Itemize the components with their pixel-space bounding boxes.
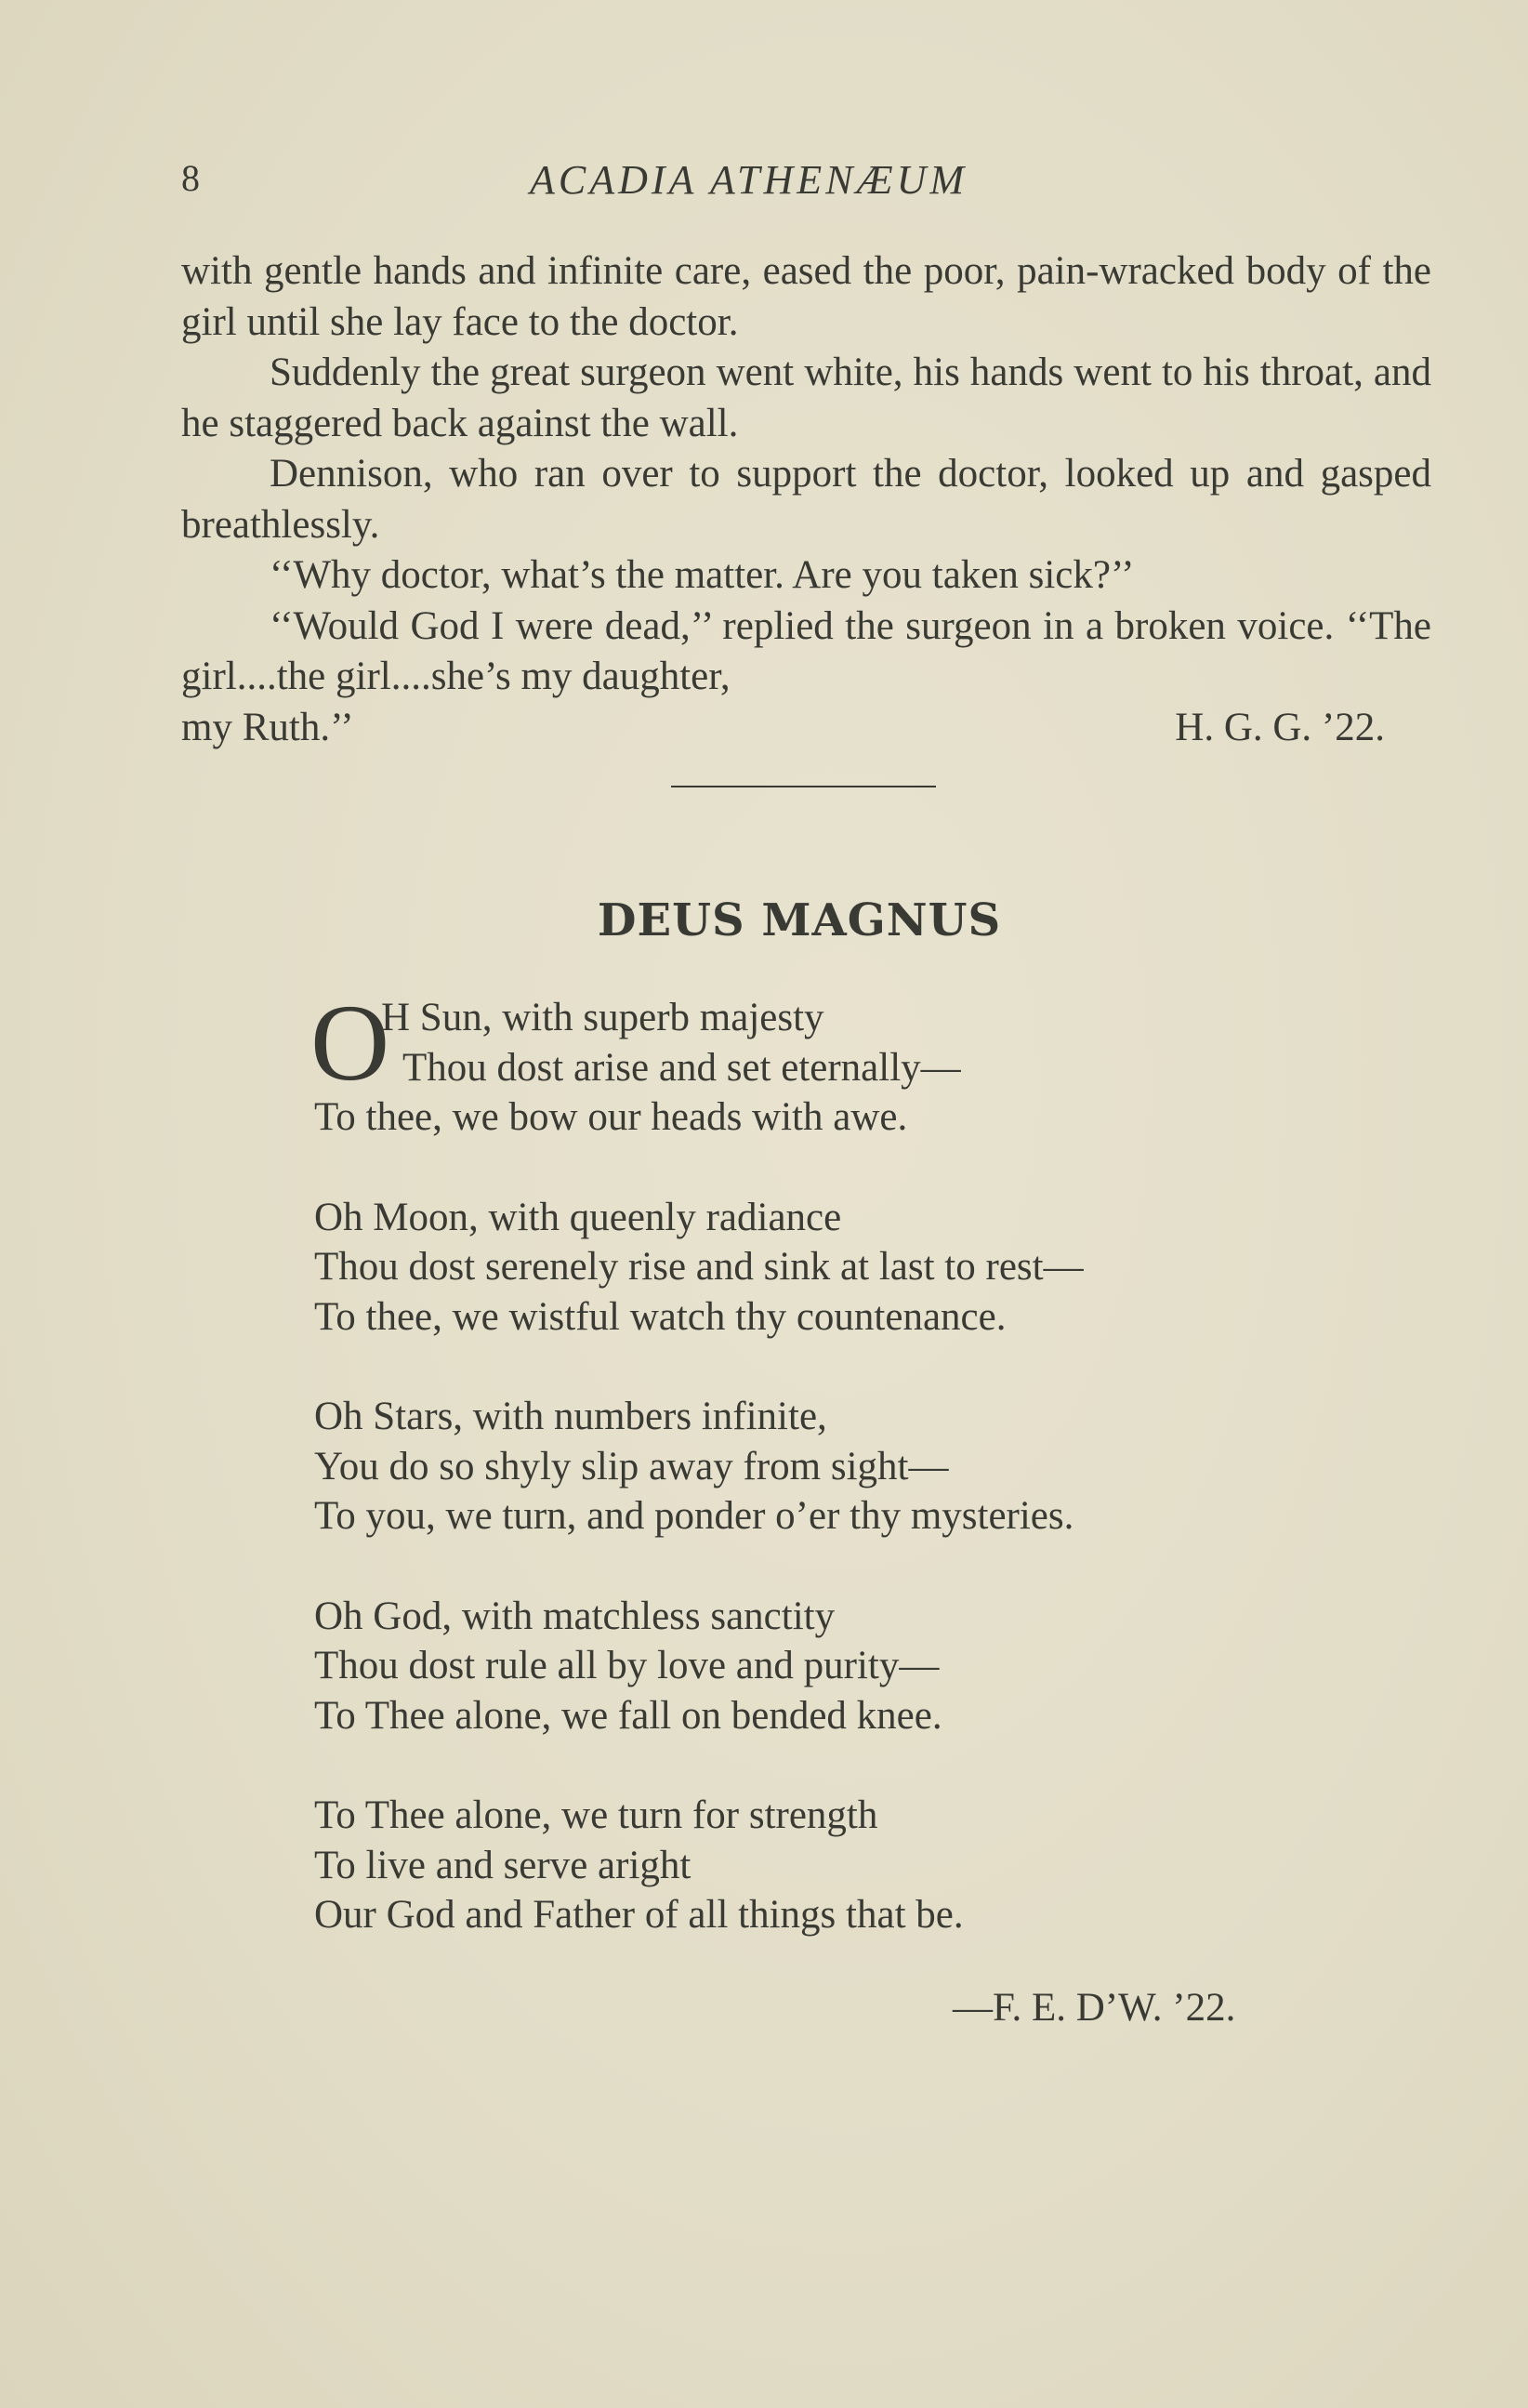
poem-line: To thee, we wistful watch thy countenance.	[314, 1294, 1007, 1339]
poem-title: DEUS MAGNUS	[597, 894, 1002, 946]
page-number: 8	[181, 157, 200, 199]
paragraph: Dennison, who ran over to support the doctor, looked up and gasped breathlessly.	[181, 452, 1431, 547]
paragraph: with gentle hands and infinite care, eased the poor, pain-wracked body of the girl until she lay face to the doctor.	[181, 249, 1431, 344]
page-header	[181, 156, 1445, 212]
poem-line: Our God and Father of all things that be.	[314, 1893, 964, 1937]
poem	[310, 982, 1429, 1991]
poem-line: Thou dost rule all by love and purity—	[314, 1644, 940, 1687]
poem-line: Oh God, with matchless sanctity	[314, 1594, 836, 1638]
poem-signature: —F. E. D’W. ’22.	[953, 1986, 1236, 2030]
drop-cap: O	[310, 982, 390, 1104]
stanza	[314, 1592, 1429, 1741]
closing-line	[181, 703, 1431, 754]
paragraph-end: my Ruth.’’	[181, 705, 354, 749]
poem-line: Thou dost arise and set eternally—	[402, 1045, 961, 1090]
poem-line: To Thee alone, we turn for strength	[314, 1793, 878, 1837]
paragraph: ‘‘Why doctor, what’s the matter. Are you taken sick?’’	[270, 553, 1135, 597]
poem-line: To Thee alone, we fall on bended knee.	[314, 1693, 942, 1738]
stanza	[314, 1392, 1429, 1541]
poem-line: H Sun, with superb majesty	[381, 996, 824, 1039]
stanza	[314, 1791, 1429, 1940]
stanza	[310, 982, 1429, 1143]
paragraph: Suddenly the great surgeon went white, his hands went to his throat, and he staggered back against the wall.	[181, 351, 1431, 445]
poem-line: To thee, we bow our heads with awe.	[314, 1095, 908, 1139]
poem-line: You do so shyly slip away from sight—	[314, 1444, 949, 1488]
poem-line: To you, we turn, and ponder o’er thy mysteries.	[314, 1494, 1074, 1538]
paragraph: ‘‘Would God I were dead,’’ replied the surgeon in a broken voice. ‘‘The girl....the girl....she’s my daughter,	[181, 603, 1431, 698]
poem-line: To live and serve aright	[314, 1843, 692, 1887]
story-ending	[181, 246, 1431, 753]
section-divider	[671, 786, 936, 787]
poem-line: Thou dost serenely rise and sink at last to rest—	[314, 1245, 1084, 1289]
poem-line: Oh Stars, with numbers infinite,	[314, 1395, 827, 1438]
story-signature: H. G. G. ’22.	[1175, 705, 1385, 749]
running-title: ACADIA ATHENÆUM	[530, 157, 968, 203]
stanza	[314, 1193, 1429, 1343]
poem-line: Oh Moon, with queenly radiance	[314, 1195, 842, 1239]
